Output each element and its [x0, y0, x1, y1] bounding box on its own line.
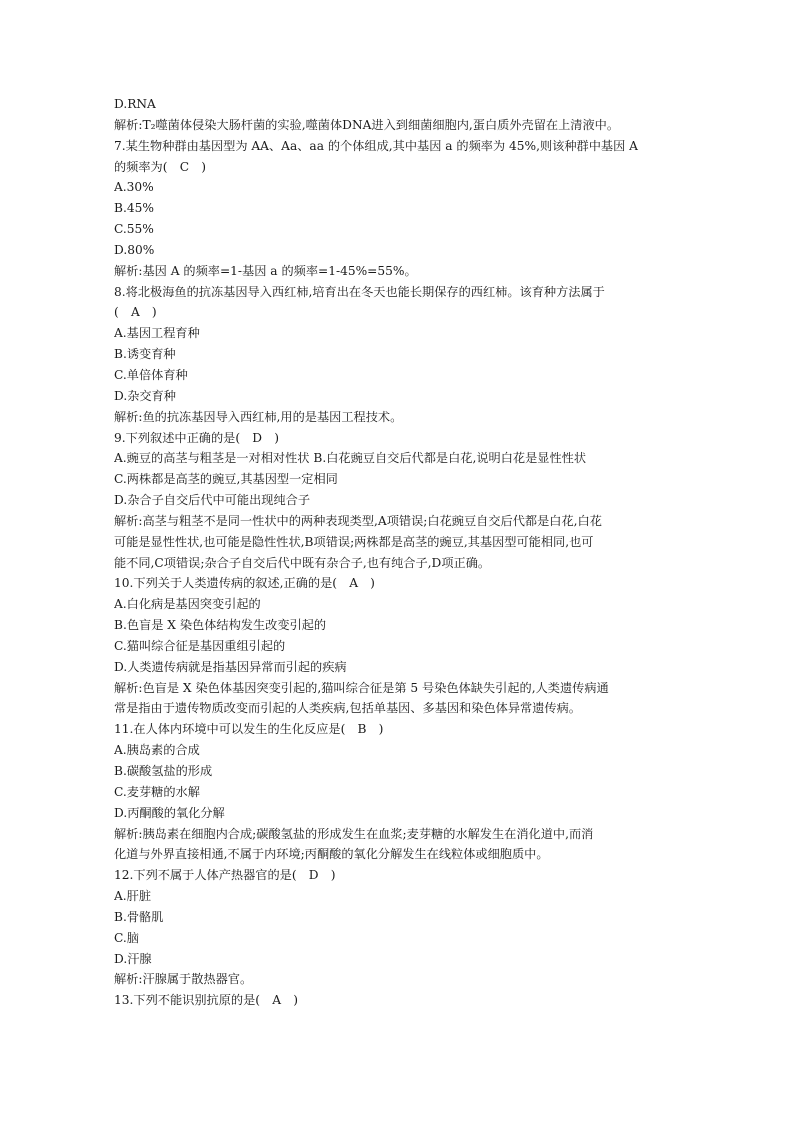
text-line: ( A ): [114, 305, 157, 320]
text-line: B.色盲是 X 染色体结构发生改变引起的: [114, 618, 327, 633]
text-line: 解析:汗腺属于散热器官。: [114, 972, 253, 987]
text-line: C.55%: [114, 222, 154, 237]
text-line: 常是指由于遗传物质改变而引起的人类疾病,包括单基因、多基因和染色体异常遗传病。: [114, 701, 581, 716]
text-line: 解析:T₂噬菌体侵染大肠杆菌的实验,噬菌体DNA进入到细菌细胞内,蛋白质外壳留在上清液中。: [114, 117, 620, 132]
text-line: 解析:基因 A 的频率=1-基因 a 的频率=1-45%=55%。: [114, 263, 417, 278]
text-line: 8.将北极海鱼的抗冻基因导入西红柿,培育出在冬天也能长期保存的西红柿。该育种方法属于: [114, 284, 605, 299]
text-line: C.脑: [114, 930, 139, 945]
text-line: A.豌豆的高茎与粗茎是一对相对性状 B.白花豌豆自交后代都是白花,说明白花是显性性状: [114, 451, 587, 466]
text-line: B.45%: [114, 201, 154, 216]
text-line: D.RNA: [114, 97, 156, 111]
text-line: 化道与外界直接相通,不属于内环境;丙酮酸的氧化分解发生在线粒体或细胞质中。: [114, 847, 549, 862]
text-line: 12.下列不属于人体产热器官的是( D ): [114, 868, 336, 883]
text-line: A.白化病是基因突变引起的: [114, 597, 261, 612]
text-line: 解析:高茎与粗茎不是同一性状中的两种表现类型,A项错误;白花豌豆自交后代都是白花,白花: [114, 513, 602, 528]
text-line: 13.下列不能识别抗原的是( A ): [114, 993, 298, 1008]
text-line: D.丙酮酸的氧化分解: [114, 805, 225, 820]
text-line: 11.在人体内环境中可以发生的生化反应是( B ): [114, 722, 384, 737]
text-line: A.胰岛素的合成: [114, 743, 200, 758]
text-line: 7.某生物种群由基因型为 AA、Aa、aa 的个体组成,其中基因 a 的频率为 45%,则该种群中基因 A: [114, 138, 638, 153]
text-line: 的频率为( C ): [114, 159, 206, 174]
text-line: 10.下列关于人类遗传病的叙述,正确的是( A ): [114, 576, 375, 591]
text-line: 解析:鱼的抗冻基因导入西红柿,用的是基因工程技术。: [114, 409, 403, 424]
text-line: D.80%: [114, 242, 155, 257]
text-line: D.人类遗传病就是指基因异常而引起的疾病: [114, 659, 347, 674]
text-line: C.单倍体育种: [114, 367, 188, 382]
text-line: 9.下列叙述中正确的是( D ): [114, 430, 279, 445]
text-line: D.杂交育种: [114, 388, 176, 403]
text-line: B.骨骼肌: [114, 909, 164, 924]
text-line: 解析:色盲是 X 染色体基因突变引起的,猫叫综合征是第 5 号染色体缺失引起的,人类遗传病通: [114, 680, 609, 695]
text-line: 可能是显性性状,也可能是隐性性状,B项错误;两株都是高茎的豌豆,其基因型可能相同,也可: [114, 534, 594, 549]
text-line: D.杂合子自交后代中可能出现纯合子: [114, 493, 311, 508]
text-line: 解析:胰岛素在细胞内合成;碳酸氢盐的形成发生在血浆;麦芽糖的水解发生在消化道中,而消: [114, 826, 594, 841]
text-line: A.30%: [114, 180, 154, 195]
document-page: [114, 94, 688, 1011]
text-line: A.肝脏: [114, 889, 152, 904]
text-line: B.碳酸氢盐的形成: [114, 764, 213, 778]
text-line: A.基因工程育种: [114, 326, 200, 341]
text-line: B.诱变育种: [114, 347, 176, 362]
text-line: C.猫叫综合征是基因重组引起的: [114, 638, 286, 653]
text-line: 能不同,C项错误;杂合子自交后代中既有杂合子,也有纯合子,D项正确。: [114, 555, 491, 570]
text-line: D.汗腺: [114, 951, 152, 966]
text-line: C.麦芽糖的水解: [114, 784, 200, 799]
text-line: C.两株都是高茎的豌豆,其基因型一定相同: [114, 472, 338, 487]
